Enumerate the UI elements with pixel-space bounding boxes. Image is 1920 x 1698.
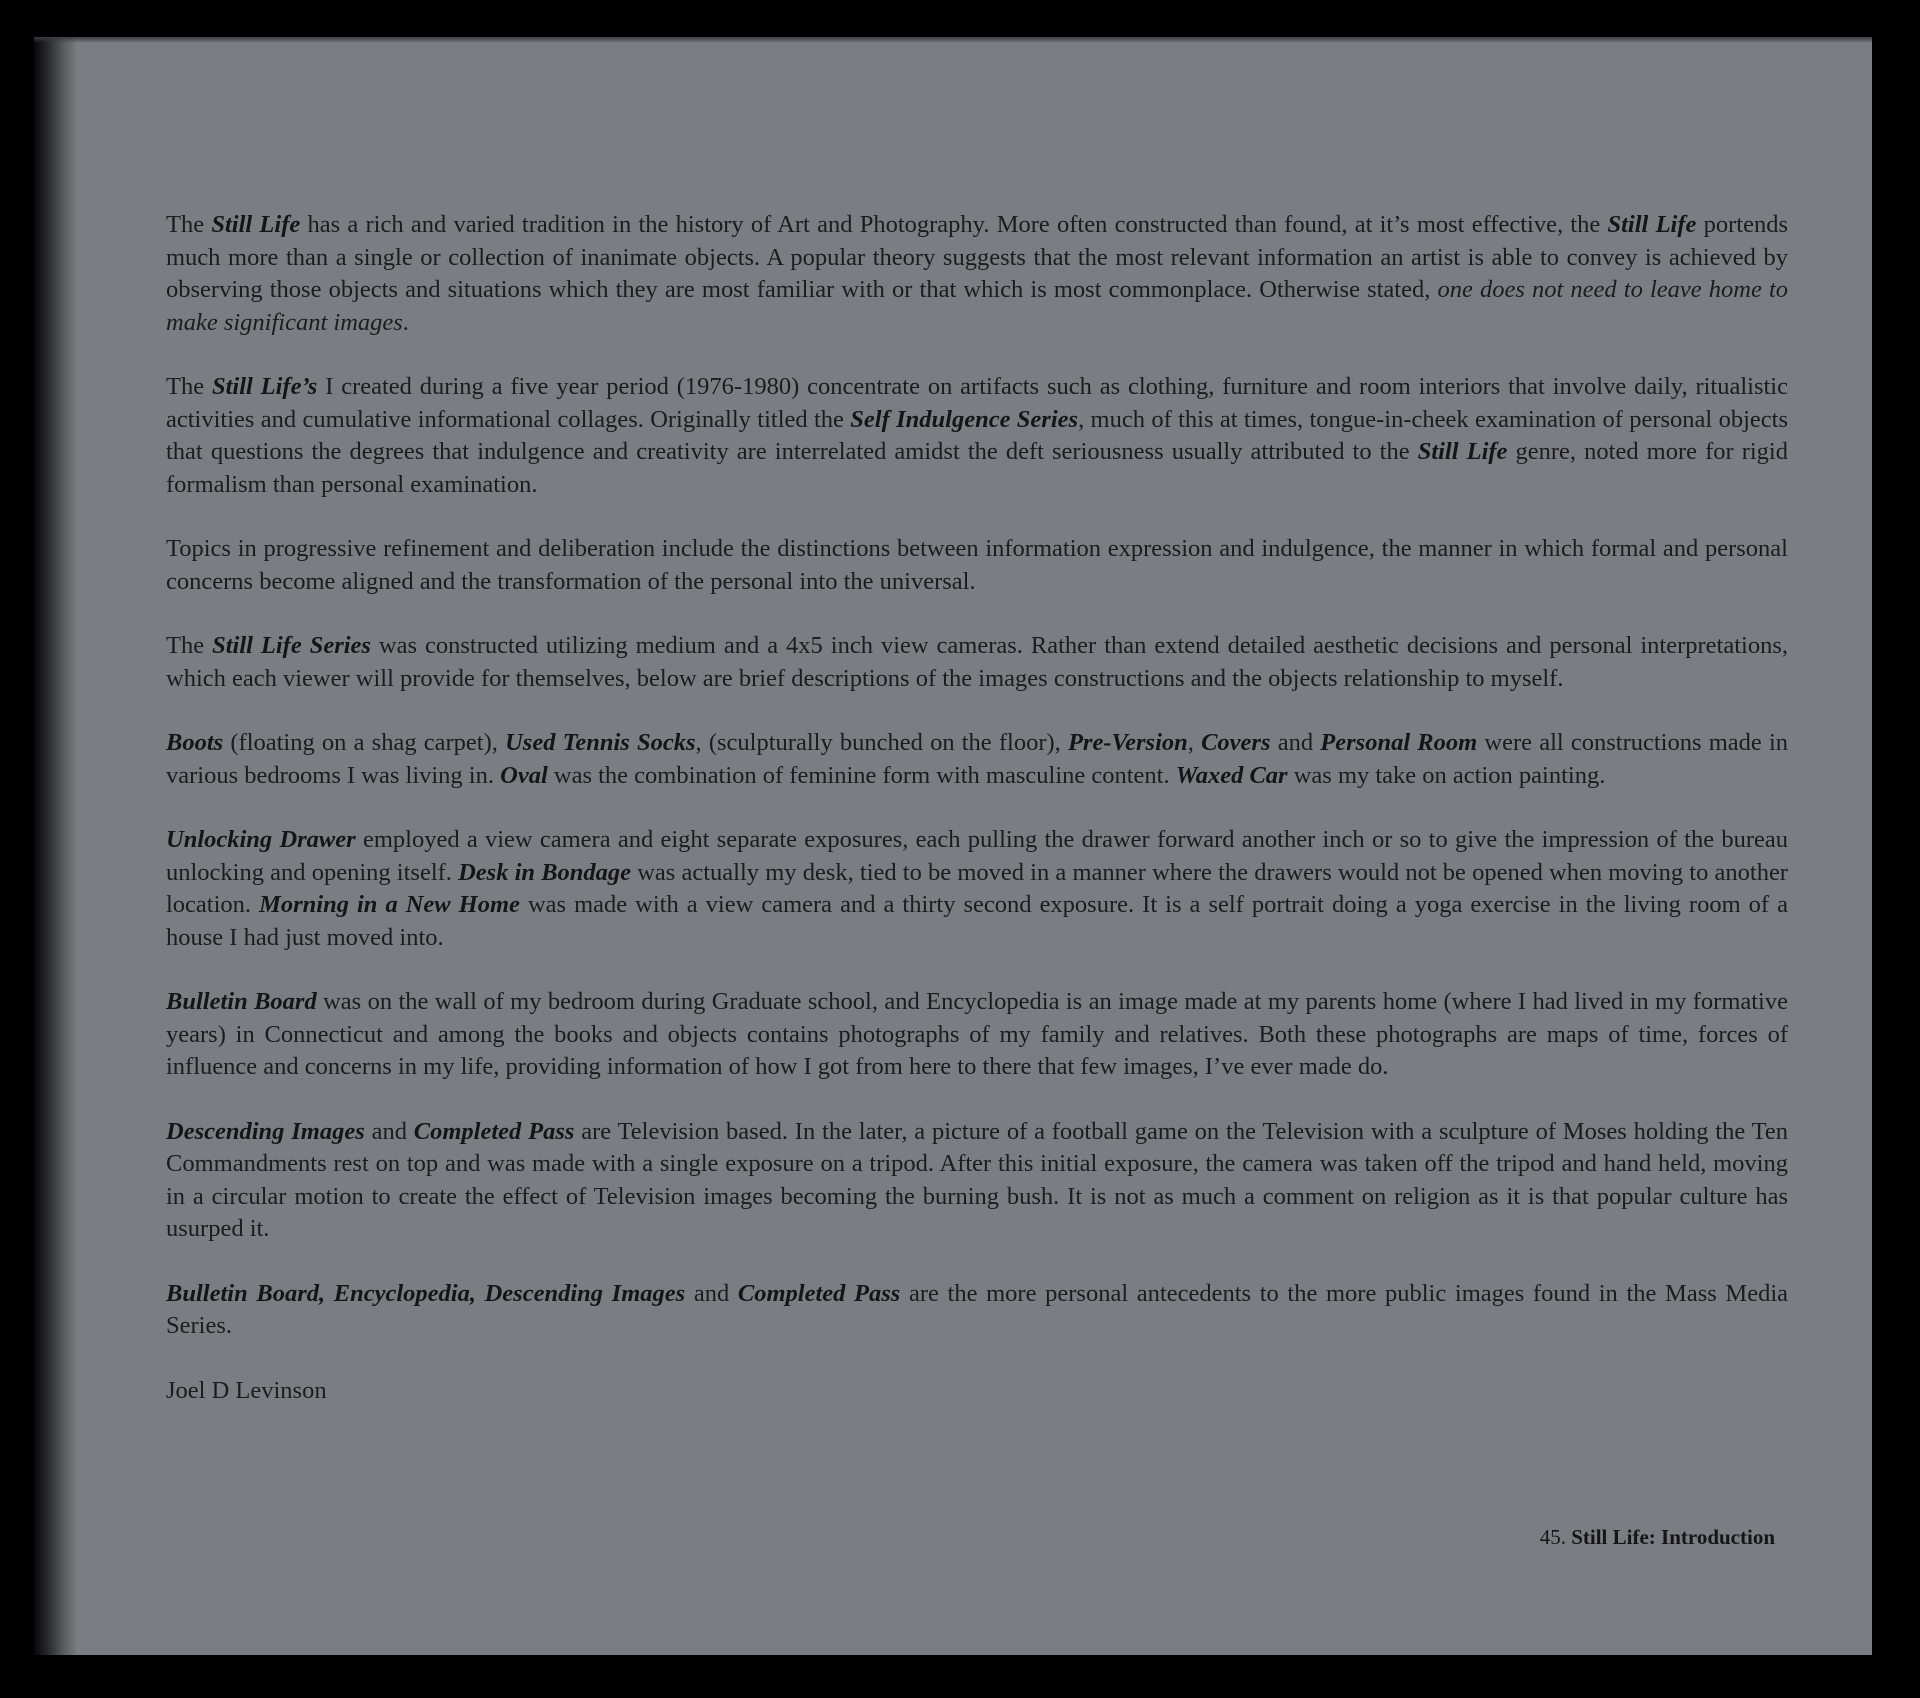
text-run: The xyxy=(166,373,212,400)
text-run: , xyxy=(1187,729,1202,756)
paragraph xyxy=(166,824,1788,954)
body-text xyxy=(166,209,1788,1407)
emphasized-title: Used Tennis Socks xyxy=(505,729,696,756)
text-run: employed a view camera and eight separate exposures, each pulling the drawer forward another inch or so to give the impression of the bureau unlocking and opening itself. xyxy=(166,826,1788,886)
emphasized-title: Still Life xyxy=(1417,438,1508,465)
text-run: were all constructions made in various bedrooms I was living in. xyxy=(166,729,1789,789)
text-run: , much of this at times, tongue-in-cheek examination of personal objects that questions the degrees that indulgence and creativity are interrelated amidst the deft seriousness usually attributed to the xyxy=(166,405,1788,465)
emphasized-title: Pre-Version xyxy=(1067,729,1188,756)
paragraph xyxy=(166,371,1788,501)
paragraph xyxy=(166,209,1788,339)
text-run: was made with a view camera and a thirty second exposure. It is a self portrait doing a yoga exercise in the living room of a house I had just moved into. xyxy=(166,891,1788,951)
page-footer xyxy=(1540,1525,1775,1550)
paragraph xyxy=(166,1116,1788,1246)
emphasized-title: Desk in Bondage xyxy=(458,858,632,886)
emphasized-title: Still Life Series xyxy=(212,632,371,659)
page-edge-shadow xyxy=(34,37,78,1655)
text-run: The xyxy=(166,211,212,238)
text-run: Topics in progressive refinement and deliberation include the distinctions between information expression and indulgence, the manner in which formal and personal concerns become aligned and the transformation of the personal into the universal. xyxy=(166,535,1788,595)
emphasized-title: Waxed Car xyxy=(1175,761,1288,789)
emphasized-title: Bulletin Board, Encyclopedia, Descending Images xyxy=(166,1279,686,1307)
emphasized-title: Descending Images xyxy=(166,1117,365,1145)
emphasized-title: Covers xyxy=(1201,729,1271,756)
paragraph xyxy=(166,727,1788,792)
page-top-shadow xyxy=(34,37,1872,43)
document-page xyxy=(34,37,1872,1655)
emphasized-title: Still Life xyxy=(211,211,301,238)
emphasized-title: Boots xyxy=(166,729,224,756)
paragraph xyxy=(166,1278,1788,1343)
paragraph xyxy=(166,533,1788,598)
text-run: . xyxy=(402,308,409,336)
text-run: , (sculpturally bunched on the floor), xyxy=(695,729,1068,756)
text-run: was my take on action painting. xyxy=(1287,761,1606,789)
text-run: and xyxy=(1270,729,1321,756)
emphasized-title: Oval xyxy=(500,761,548,789)
text-run: are Television based. In the later, a picture of a football game on the Television with a sculpture of Moses holding the Ten Commandments rest on top and was made with a single exposure on a tripod. After this initial exposure, the camera was taken off the tripod and hand held, moving in a circular motion to create the effect of Television images becoming the burning bush. It is not as much a comment on religion as it is that popular culture has usurped it. xyxy=(166,1117,1789,1242)
italic-text: one does not need to leave home to make significant images xyxy=(166,276,1788,336)
text-run: genre, noted more for rigid formalism than personal examination. xyxy=(166,438,1788,498)
text-run: was on the wall of my bedroom during Graduate school, and Encyclopedia is an image made at my parents home (where I had lived in my formative years) in Connecticut and among the books and objects contains photographs of my family and relatives. Both these photographs are maps of time, forces of influence and concerns in my life, providing information of how I got from here to there that few images, I’ve ever made do. xyxy=(166,988,1788,1080)
text-run: was constructed utilizing medium and a 4x5 inch view cameras. Rather than extend detailed aesthetic decisions and personal interpretations, which each viewer will provide for themselves, below are brief descriptions of the images constructions and the objects relationship to myself. xyxy=(166,632,1788,692)
emphasized-title: Completed Pass xyxy=(413,1117,575,1145)
text-run: was actually my desk, tied to be moved in a manner where the drawers would not be opened when moving to another location. xyxy=(166,858,1788,918)
emphasized-title: Still Life’s xyxy=(211,373,318,400)
paragraph xyxy=(166,630,1788,695)
text-run: The xyxy=(166,632,213,659)
text-run: and xyxy=(685,1279,738,1307)
section-title: Still Life: Introduction xyxy=(1571,1525,1775,1549)
emphasized-title: Morning in a New Home xyxy=(259,891,520,918)
text-run: has a rich and varied tradition in the history of Art and Photography. More often constructed than found, at it’s most effective, the xyxy=(300,211,1608,238)
text-run: I created during a five year period (1976-1980) concentrate on artifacts such as clothing, furniture and room interiors that involve daily, ritualistic activities and cumulative informational collages. Originally titled the xyxy=(166,373,1788,433)
text-run: was the combination of feminine form with masculine content. xyxy=(547,761,1176,789)
emphasized-title: Completed Pass xyxy=(737,1279,901,1307)
paragraph xyxy=(166,986,1788,1084)
signature: Joel D Levinson xyxy=(166,1376,327,1404)
emphasized-title: Self Indulgence Series xyxy=(850,405,1079,433)
text-run: (floating on a shag carpet), xyxy=(223,729,506,756)
page-number: 45. xyxy=(1539,1525,1566,1549)
emphasized-title: Personal Room xyxy=(1320,729,1478,756)
emphasized-title: Unlocking Drawer xyxy=(166,826,356,853)
text-run: are the more personal antecedents to the more public images found in the Mass Media Series. xyxy=(166,1279,1789,1339)
emphasized-title: Still Life xyxy=(1607,211,1697,238)
emphasized-title: Bulletin Board xyxy=(166,988,317,1015)
text-run: and xyxy=(364,1117,414,1145)
text-run: portends much more than a single or collection of inanimate objects. A popular theory suggests that the most relevant information an artist is able to convey is achieved by observing those objects and situations which they are most familiar with or that which is most commonplace. Otherwise stated, xyxy=(166,211,1789,303)
